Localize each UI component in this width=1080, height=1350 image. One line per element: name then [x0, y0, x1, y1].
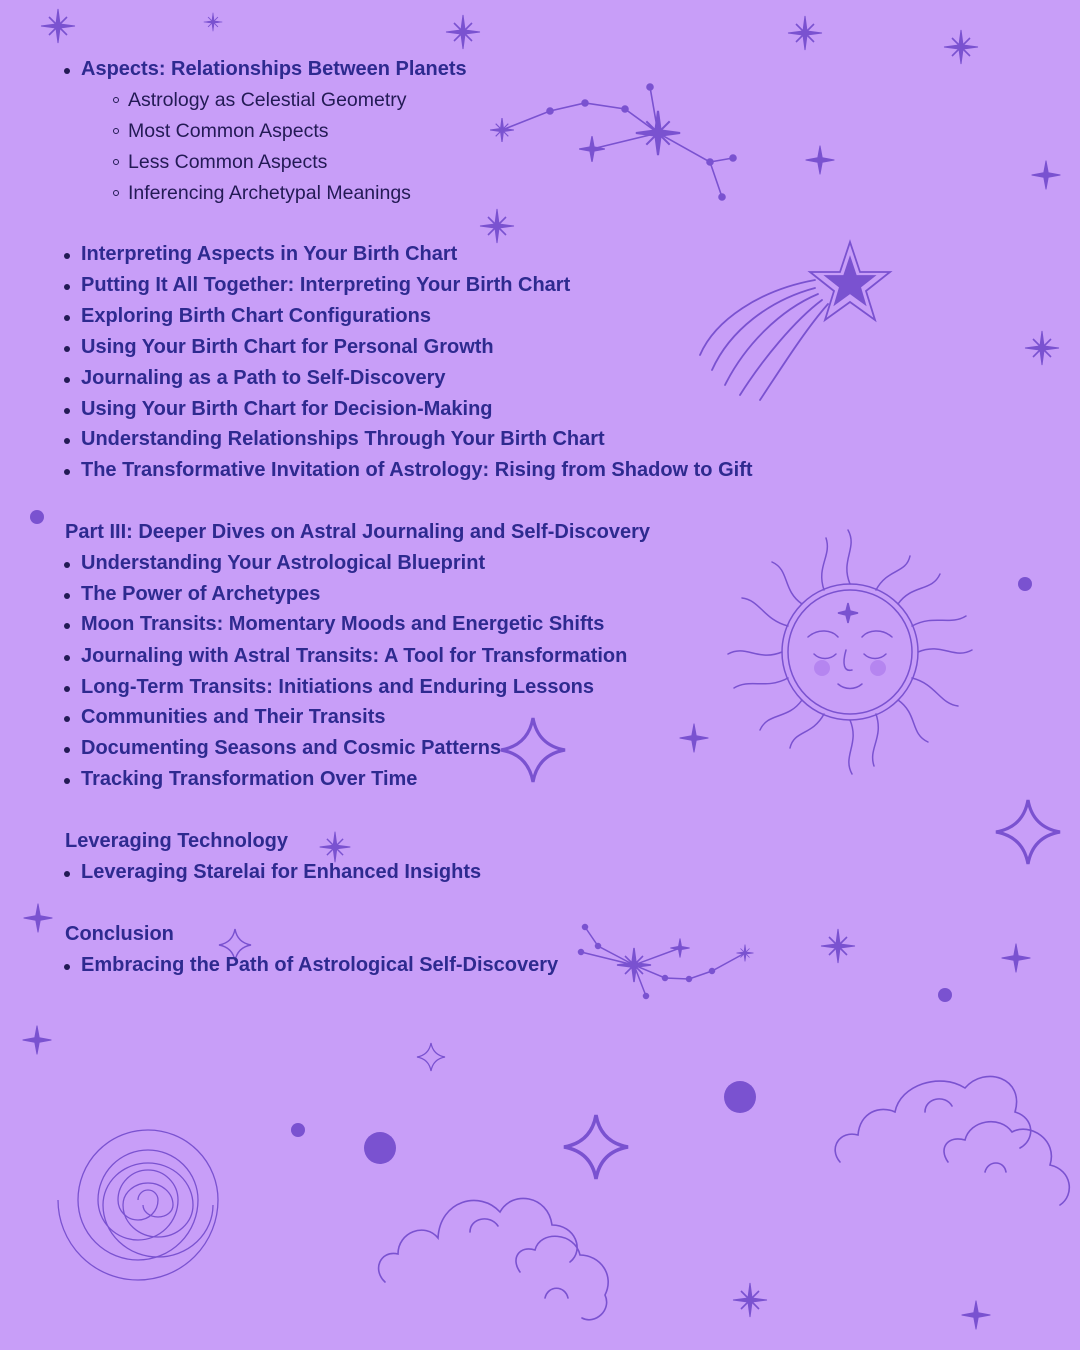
toc-item: Embracing the Path of Astrological Self-Discovery	[81, 954, 559, 976]
toc-item: The Power of Archetypes	[81, 583, 321, 605]
dot-planet-icon	[1018, 577, 1032, 591]
dot-planet-icon	[364, 1132, 396, 1164]
four-point-star-icon	[501, 718, 565, 782]
toc-subitem: Astrology as Celestial Geometry	[128, 89, 407, 111]
bullet	[64, 686, 70, 692]
constellation-icon	[579, 925, 754, 999]
four-point-star-icon	[1002, 944, 1031, 973]
four-point-star-icon	[417, 1043, 445, 1071]
bullet	[64, 655, 70, 661]
dot-planet-icon	[724, 1081, 756, 1113]
toc-subitem: Most Common Aspects	[128, 120, 329, 142]
sub-bullet	[113, 128, 119, 134]
dot-planet-icon	[30, 510, 44, 524]
sparkle-icon	[41, 9, 75, 43]
sparkle-icon	[788, 16, 822, 50]
toc-item: Tracking Transformation Over Time	[81, 768, 418, 790]
toc-item: The Transformative Invitation of Astrology: Rising from Shadow to Gift	[81, 459, 753, 481]
toc-item: Leveraging Starelai for Enhanced Insights	[81, 861, 482, 883]
bullet	[64, 747, 70, 753]
four-point-star-icon	[564, 1115, 628, 1179]
toc-item: Journaling with Astral Transits: A Tool for Transformation	[81, 645, 628, 667]
section-heading-part3: Part III: Deeper Dives on Astral Journaling and Self-Discovery	[65, 521, 650, 543]
sparkle-icon	[733, 1283, 767, 1317]
spiral-galaxy-icon	[58, 1130, 218, 1280]
sparkle-icon	[446, 15, 480, 49]
four-point-star-icon	[962, 1301, 991, 1330]
toc-item: Understanding Relationships Through Your Birth Chart	[81, 428, 605, 450]
bullet	[64, 871, 70, 877]
bullet	[64, 377, 70, 383]
shooting-star-icon	[700, 242, 890, 400]
toc-subitem: Inferencing Archetypal Meanings	[128, 182, 411, 204]
sub-bullet	[113, 190, 119, 196]
sparkle-icon	[204, 13, 223, 32]
toc-item: Using Your Birth Chart for Personal Growth	[81, 336, 494, 358]
toc-item: Interpreting Aspects in Your Birth Chart	[81, 243, 458, 265]
toc-item: Putting It All Together: Interpreting Your Birth Chart	[81, 274, 571, 296]
toc-item: Exploring Birth Chart Configurations	[81, 305, 431, 327]
bullet	[64, 68, 70, 74]
bullet	[64, 623, 70, 629]
bullet	[64, 562, 70, 568]
bullet	[64, 284, 70, 290]
four-point-star-icon	[23, 1026, 52, 1055]
toc-item: Moon Transits: Momentary Moods and Energetic Shifts	[81, 613, 605, 635]
bullet	[64, 253, 70, 259]
bullet	[64, 964, 70, 970]
bullet	[64, 346, 70, 352]
dot-planet-icon	[291, 1123, 305, 1137]
toc-item: Long-Term Transits: Initiations and Enduring Lessons	[81, 676, 594, 698]
sub-bullet	[113, 159, 119, 165]
bullet	[64, 593, 70, 599]
sub-bullet	[113, 97, 119, 103]
four-point-star-icon	[1032, 161, 1061, 190]
sparkle-icon	[480, 209, 514, 243]
bullet	[64, 408, 70, 414]
sparkle-icon	[944, 30, 978, 64]
dot-planet-icon	[938, 988, 952, 1002]
sparkle-icon	[1025, 331, 1059, 365]
four-point-star-icon	[996, 800, 1060, 864]
cloud-icon	[379, 1198, 609, 1319]
bullet	[64, 438, 70, 444]
toc-item: Using Your Birth Chart for Decision-Making	[81, 398, 493, 420]
section-heading-technology: Leveraging Technology	[65, 830, 288, 852]
toc-item: Journaling as a Path to Self-Discovery	[81, 367, 446, 389]
toc-subitem: Less Common Aspects	[128, 151, 328, 173]
bullet	[64, 716, 70, 722]
four-point-star-icon	[806, 146, 835, 175]
cloud-icon	[835, 1076, 1069, 1205]
four-point-star-icon	[680, 724, 709, 753]
toc-item: Understanding Your Astrological Blueprint	[81, 552, 486, 574]
sparkle-icon	[821, 929, 855, 963]
bullet	[64, 778, 70, 784]
bullet	[64, 469, 70, 475]
section-heading-conclusion: Conclusion	[65, 923, 174, 945]
toc-item: Communities and Their Transits	[81, 706, 386, 728]
constellation-icon	[490, 84, 736, 200]
sun-face-icon	[728, 530, 972, 774]
bullet	[64, 315, 70, 321]
toc-item: Documenting Seasons and Cosmic Patterns	[81, 737, 502, 759]
four-point-star-icon	[24, 904, 53, 933]
sparkle-icon	[320, 832, 351, 863]
toc-item-aspects: Aspects: Relationships Between Planets	[81, 58, 467, 80]
